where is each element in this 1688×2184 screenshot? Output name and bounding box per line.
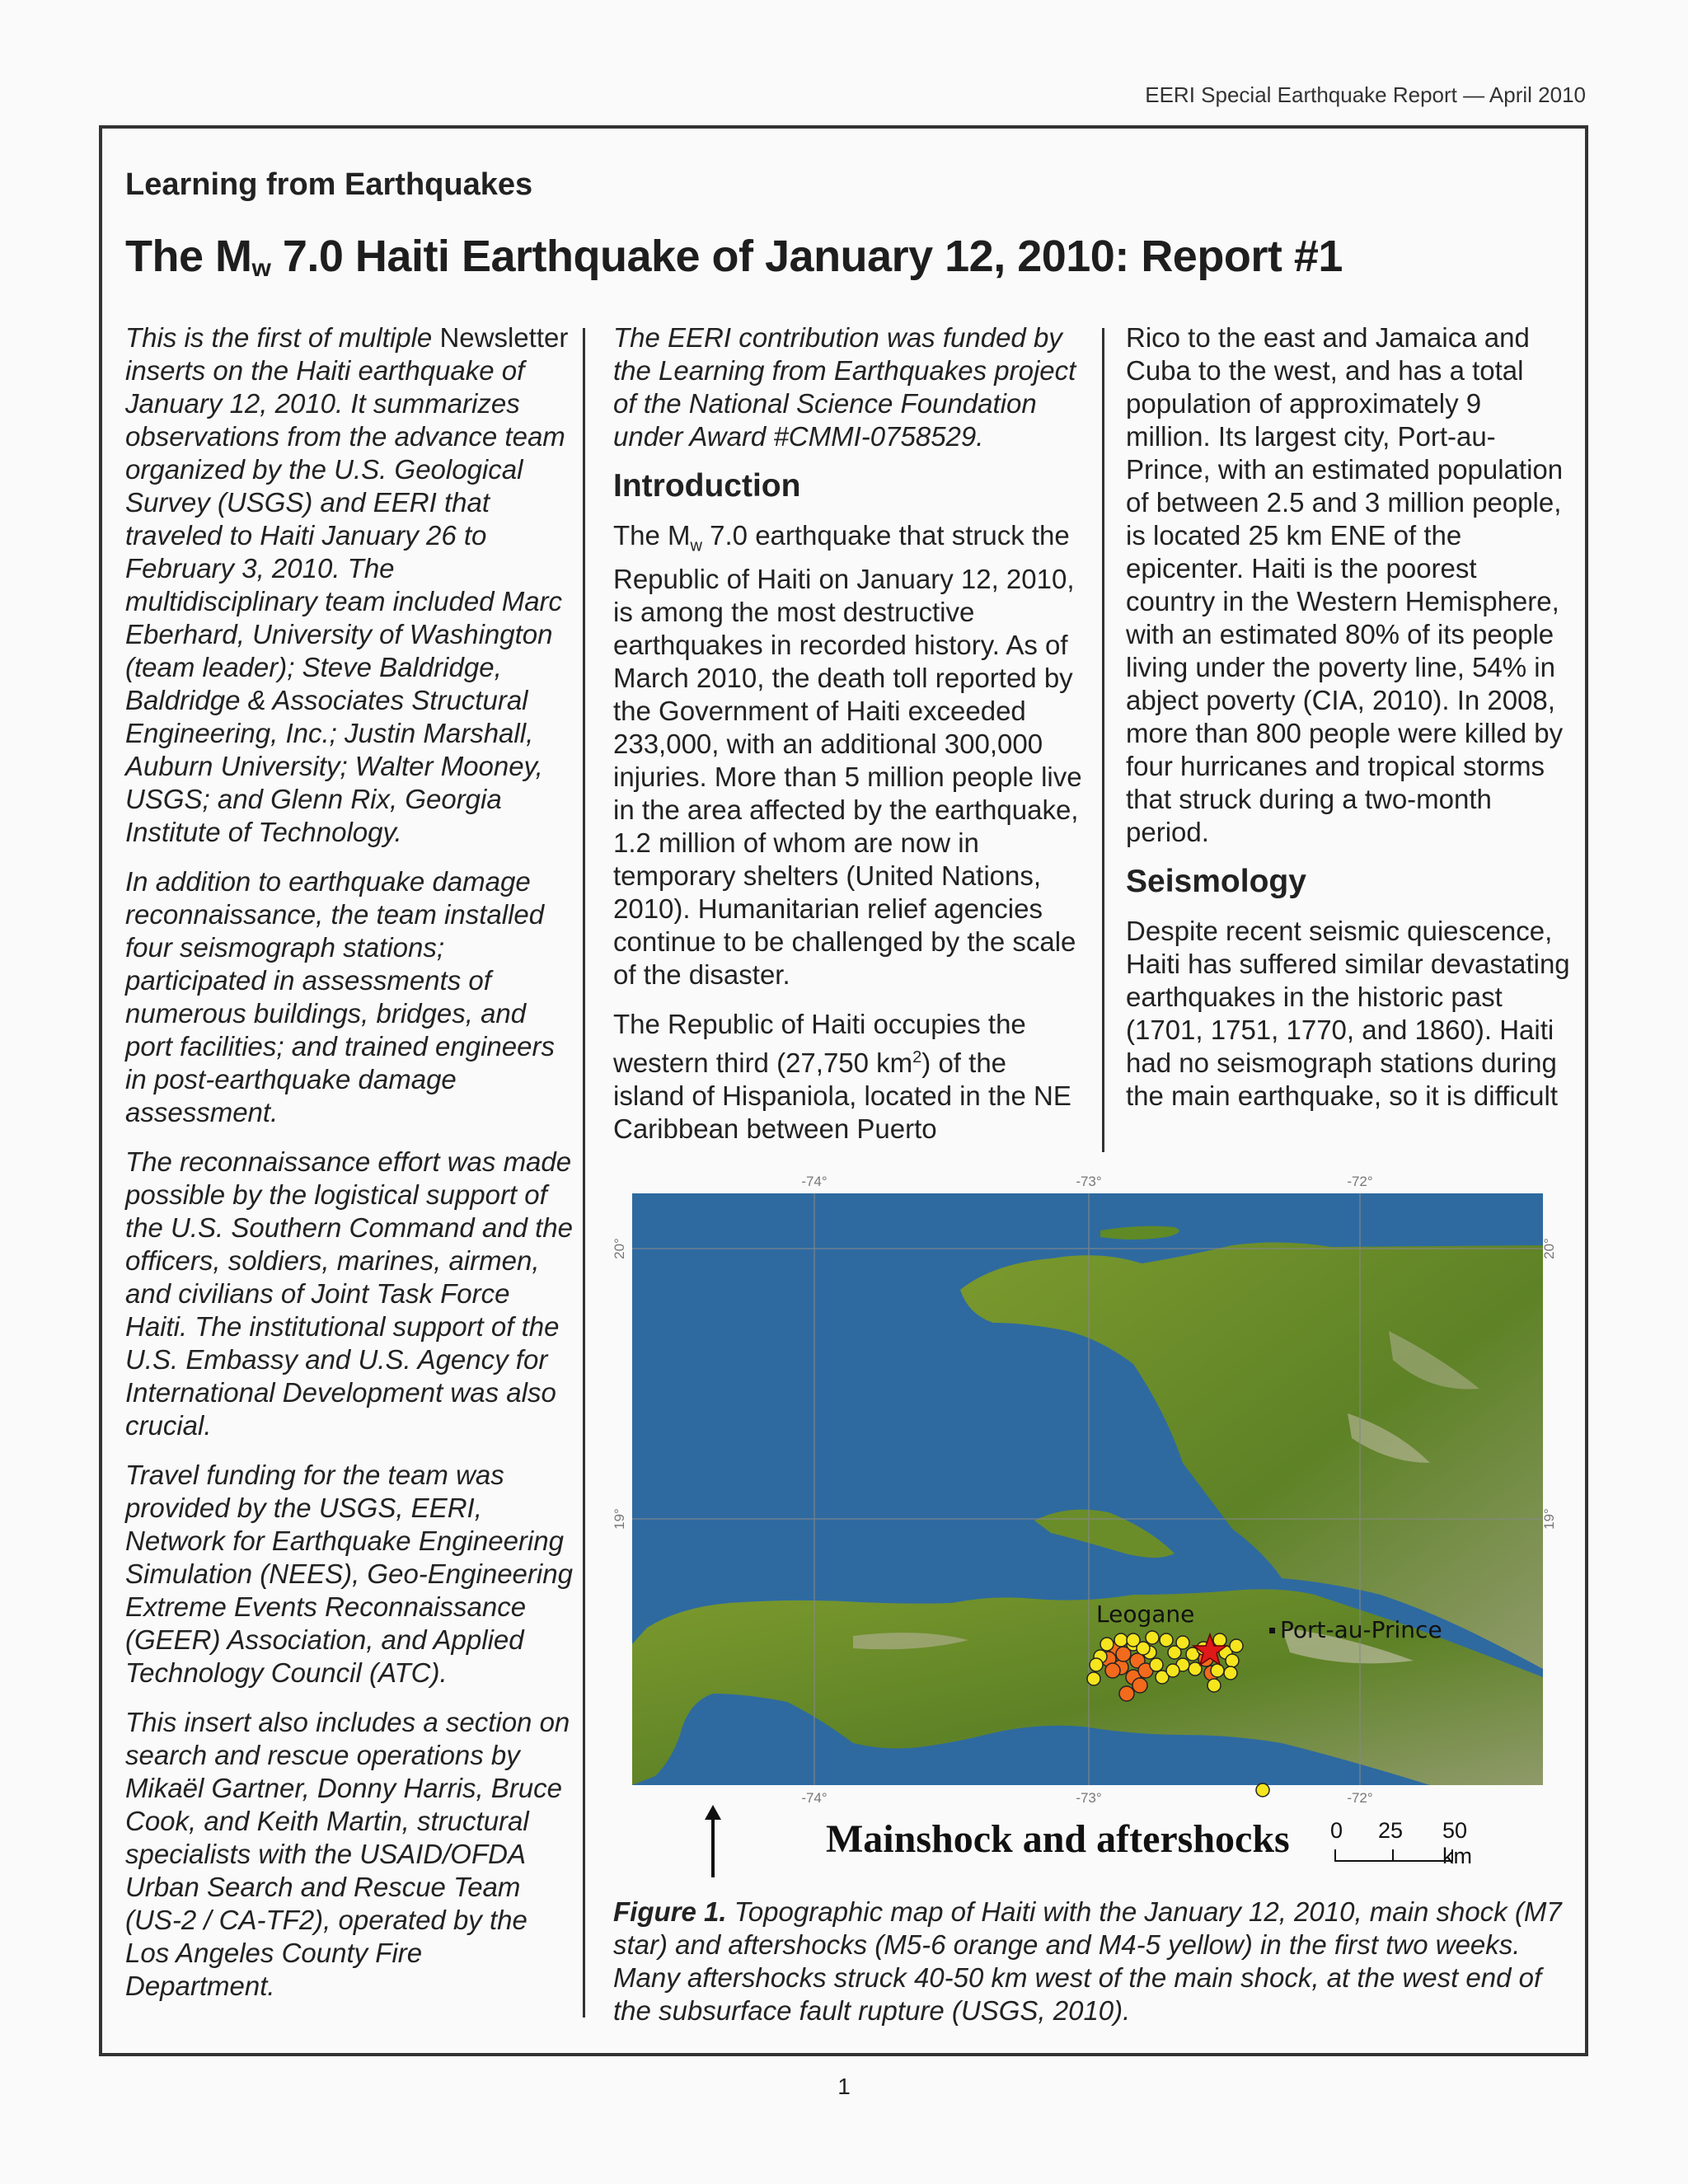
lat-label-right-19: 19° — [1541, 1508, 1557, 1530]
aftershock-m4-5-marker — [1211, 1664, 1224, 1677]
introduction-paragraph-2: The Republic of Haiti occupies the western third (27,750 $km^2$) of the island of Hispaniola, located in the NE Caribbean between Puerto — [613, 1008, 1071, 1144]
lon-label-top-72: -72° — [1347, 1174, 1373, 1189]
figure-label: Figure 1. — [613, 1896, 727, 1927]
figure-caption: Figure 1. Topographic map of Haiti with the January 12, 2010, main shock (M7 star) and aftershocks (M5-6 orange and M4-5 yellow) in the first two weeks. Many aftershocks struck 40-50 km west of the main shock, at the west end of the subsurface fault rupture (USGS, 2010). — [613, 1896, 1562, 2026]
column-2 — [613, 321, 1085, 1162]
column-1 — [125, 321, 574, 2019]
heading-introduction: Introduction — [613, 468, 801, 504]
aftershock-m4-5-marker — [1256, 1783, 1269, 1797]
intro-paragraph: This is the first of multiple Newsletter inserts on the Haiti earthquake of January 12, 2010. It summarizes observations from the advance team organized by the U.S. Geological Survey (USGS) and EERI that traveled to Haiti January 26 to February 3, 2010. The multidisciplinary team included Marc Eberhard, University of Washington (team leader); Steve Baldridge, Baldridge & Associates Structural Engineering, Inc.; Justin Marshall, Auburn University; Walter Mooney, USGS; and Glenn Rix, Georgia Institute of Technology. — [125, 322, 569, 847]
aftershock-m5-6-marker — [1105, 1663, 1120, 1678]
support-paragraph: The reconnaissance effort was made possible by the logistical support of the U.S. Southern Command and the officers, soldiers, marines, airmen, and civilians of Joint Task Force Haiti. The institutional support of the U.S. Embassy and U.S. Agency for International Development was also crucial. — [125, 1146, 573, 1441]
lon-label-bottom-74: -74° — [801, 1790, 828, 1806]
article-title: The $M_w$ 7.0 Haiti Earthquake of January 12, 2010: Report #1 — [125, 232, 1343, 282]
aftershock-m4-5-marker — [1114, 1633, 1128, 1647]
running-head: EERI Special Earthquake Report — April 2010 — [1145, 82, 1586, 107]
map-title: Mainshock and aftershocks — [826, 1817, 1290, 1861]
scale-label-0: 0 — [1330, 1818, 1343, 1843]
lon-label-top-74: -74° — [801, 1174, 828, 1189]
lon-label-bottom-73: -73° — [1076, 1790, 1102, 1806]
aftershock-m4-5-marker — [1166, 1664, 1179, 1677]
aftershock-m4-5-marker — [1100, 1638, 1114, 1651]
aftershock-m4-5-marker — [1230, 1639, 1243, 1652]
funding-paragraph: Travel funding for the team was provided by the USGS, EERI, Network for Earthquake Engineering Simulation (NEES), Geo-Engineering Extreme Events Reconnaissance (GEER) Association, and Applied Technology Council (ATC). — [125, 1460, 573, 1688]
scale-bar — [1327, 1818, 1484, 1868]
nsf-funding-note: The EERI contribution was funded by the Learning from Earthquakes project of the National Science Foundation under Award #CMMI-0758529. — [613, 322, 1076, 452]
port-au-prince-marker — [1269, 1628, 1275, 1633]
aftershock-m4-5-marker — [1146, 1631, 1159, 1644]
port-au-prince-label: Port-au-Prince — [1280, 1616, 1442, 1643]
column-divider-1 — [583, 328, 585, 2018]
aftershock-m5-6-marker — [1119, 1686, 1134, 1701]
aftershock-m4-5-marker — [1160, 1633, 1173, 1647]
lat-label-left-20: 20° — [612, 1238, 627, 1259]
team-activities-paragraph: In addition to earthquake damage reconnaissance, the team installed four seismograph stations; participated in assessments of numerous buildings, bridges, and port facilities; and trained engineers in post-earthquake damage assessment. — [125, 866, 555, 1127]
lat-label-right-20: 20° — [1541, 1238, 1557, 1259]
haiti-background-paragraph: Rico to the east and Jamaica and Cuba to the west, and has a total population of approximately 9 million. Its largest city, Port-au-Prince, with an estimated population of between 2.5 and 3 million people, is located 25 km ENE of the epicenter. Haiti is the poorest country in the Western Hemisphere, with an estimated 80% of its people living under the poverty line, 54% in abject poverty (CIA, 2010). In 2008, more than 800 people were killed by four hurricanes and tropical storms that struck during a two-month period. — [1126, 322, 1564, 847]
aftershock-m4-5-marker — [1087, 1672, 1100, 1685]
leogane-label: Leogane — [1096, 1601, 1195, 1628]
heading-seismology: Seismology — [1126, 864, 1306, 899]
aftershock-m4-5-marker — [1224, 1666, 1237, 1680]
seismology-paragraph: Despite recent seismic quiescence, Haiti has suffered similar devastating earthquakes in the historic past (1701, 1751, 1770, and 1860). Haiti had no seismograph stations during the main earthquake, so it is difficult — [1126, 916, 1570, 1111]
column-3 — [1126, 321, 1571, 1129]
aftershock-m4-5-marker — [1090, 1658, 1103, 1671]
scale-label-25: 25 — [1378, 1818, 1404, 1843]
north-arrow — [699, 1805, 727, 1879]
aftershock-m4-5-marker — [1150, 1658, 1163, 1671]
column-divider-2 — [1102, 328, 1104, 1152]
lat-label-left-19: 19° — [612, 1508, 627, 1530]
haiti-topographic-map — [606, 1166, 1562, 1817]
aftershock-m4-5-marker — [1226, 1654, 1239, 1667]
lon-label-bottom-72: -72° — [1347, 1790, 1373, 1806]
aftershock-m4-5-marker — [1127, 1633, 1140, 1647]
aftershock-m4-5-marker — [1207, 1679, 1221, 1692]
scale-label-50: 50 km — [1442, 1818, 1472, 1868]
aftershock-m4-5-marker — [1213, 1633, 1226, 1647]
aftershock-m4-5-marker — [1176, 1636, 1189, 1649]
series-kicker: Learning from Earthquakes — [125, 167, 533, 202]
aftershock-m5-6-marker — [1132, 1678, 1147, 1693]
lon-label-top-73: -73° — [1076, 1174, 1102, 1189]
page-number: 1 — [837, 2074, 851, 2099]
search-rescue-paragraph: This insert also includes a section on search and rescue operations by Mikaël Gartner, Donny Harris, Bruce Cook, and Keith Martin, structural specialists with the USAID/OFDA Urban Search and Rescue Team (US-2 / CA-TF2), operated by the Los Angeles County Fire Department. — [125, 1707, 570, 2001]
introduction-paragraph-1: The $M_w$ 7.0 earthquake that struck the Republic of Haiti on January 12, 2010, is among the most destructive earthquakes in recorded history. As of March 2010, the death toll reported by the Government of Haiti exceeded 233,000, with an additional 300,000 injuries. More than 5 million people live in the area affected by the earthquake, 1.2 million of whom are now in temporary shelters (United Nations, 2010). Humanitarian relief agencies continue to be challenged by the scale of the disaster. — [613, 520, 1082, 990]
